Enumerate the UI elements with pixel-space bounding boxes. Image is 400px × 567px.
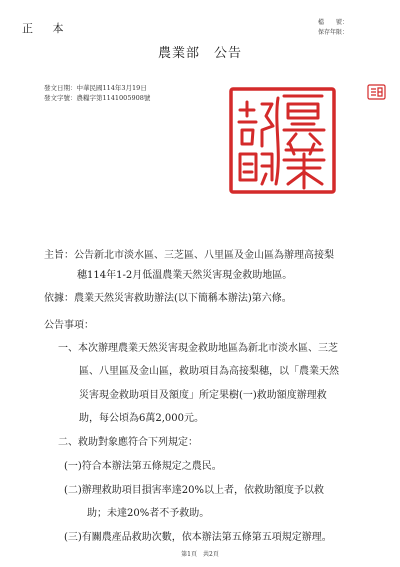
official-seal [226,84,339,197]
item-2-line: 二、救助對象應符合下列規定： [58,437,198,448]
copy-label: 正 本 [22,22,72,35]
sub-item-1: (一)符合本辦法第五條規定之農民。 [64,461,222,472]
item-1-line-1: 一、本次辦理農業天然災害現金救助地區為新北市淡水區、三芝 [58,343,338,354]
document-title: 農業部 公告 [157,46,242,61]
sub-item-3: (三)有關農產品救助次數，依本辦法第五條第五項規定辦理。 [64,532,332,543]
electronic-exchange-stamp [367,84,386,100]
file-number-label: 檔 號： [318,19,349,26]
subject-line-1: 主旨：公告新北市淡水區、三芝區、八里區及金山區為辦理高接梨 [44,250,334,261]
page-number-footer: 第1頁 共2頁 [181,551,219,558]
sub-item-2-line-1: (二)辦理救助項目損害率達20%以上者，依救助額度予以救 [64,485,325,496]
item-1-line-3: 災害現金救助項目及額度」所定果樹(一)救助額度辦理救 [79,390,327,401]
subject-line-2: 穗114年1-2月低溫農業天然災害現金救助地區。 [77,270,293,281]
sub-item-2-line-2: 助；未達20%者不予救助。 [87,508,210,519]
notice-header: 公告事項： [44,320,94,331]
issue-date: 發文日期：中華民國114年3月19日 [44,84,147,92]
item-1-line-4: 助，每公頃為6萬2,000元。 [79,413,204,424]
document-number: 發文字號：農糧字第1141005908號 [44,94,151,102]
item-1-line-2: 區、八里區及金山區，救助項目為高接梨穗，以「農業天然 [79,366,339,377]
basis-line: 依據：農業天然災害救助辦法(以下簡稱本辦法)第六條。 [44,293,292,304]
retention-period-label: 保存年限： [318,29,349,36]
